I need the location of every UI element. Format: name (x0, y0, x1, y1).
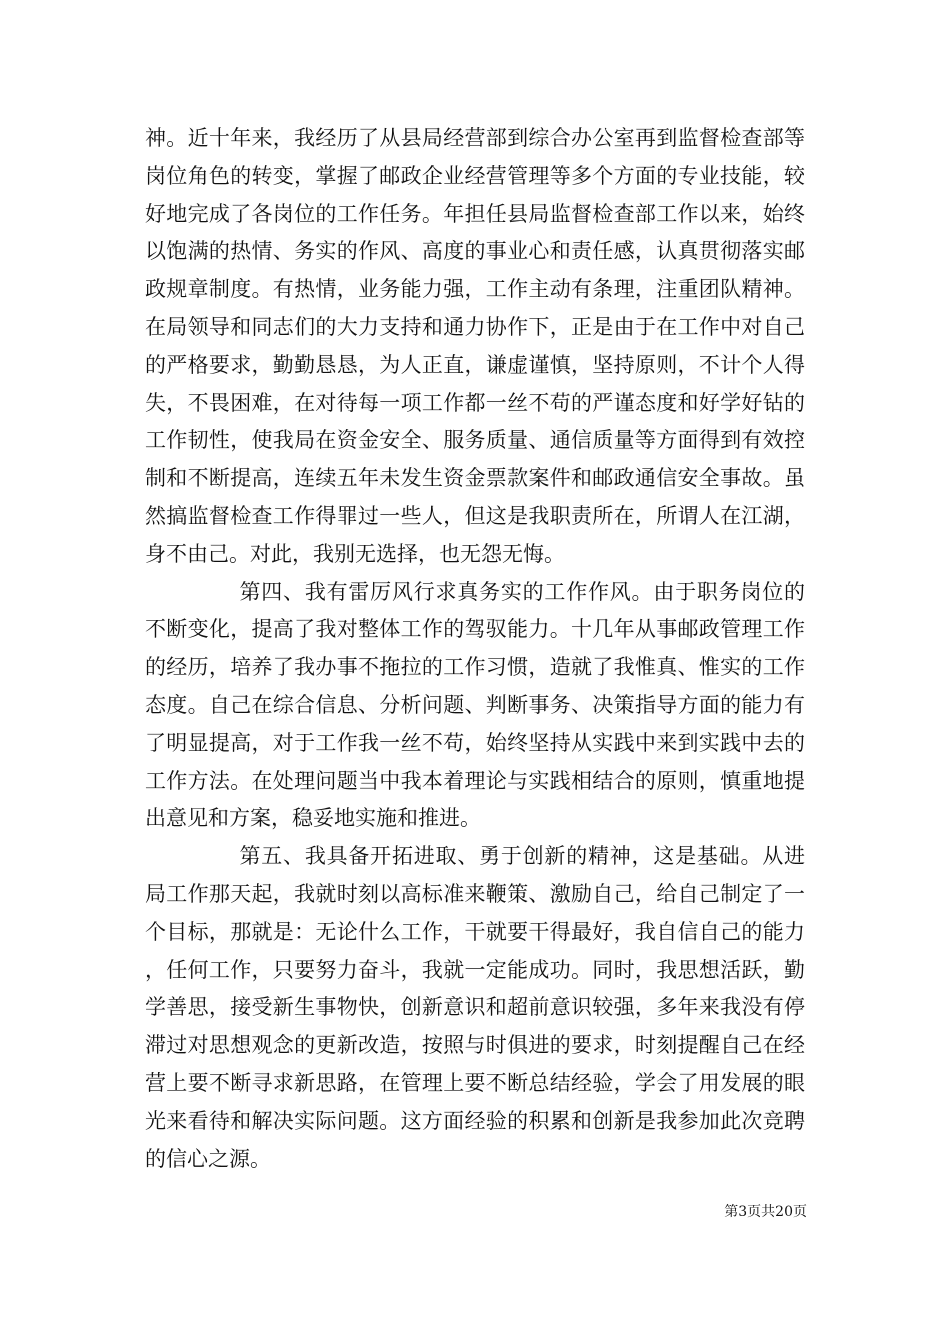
document-body (145, 120, 805, 1178)
paragraph-point-five: 第五、我具备开拓进取、勇于创新的精神，这是基础。从进局工作那天起，我就时刻以高标准来鞭策、激励自己，给自己制定了一个目标，那就是：无论什么工作，干就要干得最好，我自信自己的能力，任何工作，只要努力奋斗，我就一定能成功。同时，我思想活跃，勤学善思，接受新生事物快，创新意识和超前意识较强，多年来我没有停滞过对思想观念的更新改造，按照与时俱进的要求，时刻提醒自己在经营上要不断寻求新思路，在管理上要不断总结经验，学会了用发展的眼光来看待和解决实际问题。这方面经验的积累和创新是我参加此次竞聘的信心之源。 (145, 844, 805, 1171)
paragraph-continuation: 神。近十年来，我经历了从县局经营部到综合办公室再到监督检查部等岗位角色的转变，掌握了邮政企业经营管理等多个方面的专业技能，较好地完成了各岗位的工作任务。年担任县局监督检查部工作以来，始终以饱满的热情、务实的作风、高度的事业心和责任感，认真贯彻落实邮政规章制度。有热情，业务能力强，工作主动有条理，注重团队精神。在局领导和同志们的大力支持和通力协作下，正是由于在工作中对自己的严格要求，勤勤恳恳，为人正直，谦虚谨慎，坚持原则，不计个人得失，不畏困难，在对待每一项工作都一丝不苟的严谨态度和好学好钻的工作韧性，使我局在资金安全、服务质量、通信质量等方面得到有效控制和不断提高，连续五年未发生资金票款案件和邮政通信安全事故。虽然搞监督检查工作得罪过一些人，但这是我职责所在，所谓人在江湖，身不由己。对此，我别无选择，也无怨无悔。 (145, 126, 805, 566)
page-number-footer: 第3页共20页 (724, 1204, 807, 1220)
paragraph-point-four: 第四、我有雷厉风行求真务实的工作作风。由于职务岗位的不断变化，提高了我对整体工作的驾驭能力。十几年从事邮政管理工作的经历，培养了我办事不拖拉的工作习惯，造就了我惟真、惟实的工作态度。自己在综合信息、分析问题、判断事务、决策指导方面的能力有了明显提高，对于工作我一丝不苟，始终坚持从实践中来到实践中去的工作方法。在处理问题当中我本着理论与实践相结合的原则，慎重地提出意见和方案，稳妥地实施和推进。 (145, 579, 805, 831)
